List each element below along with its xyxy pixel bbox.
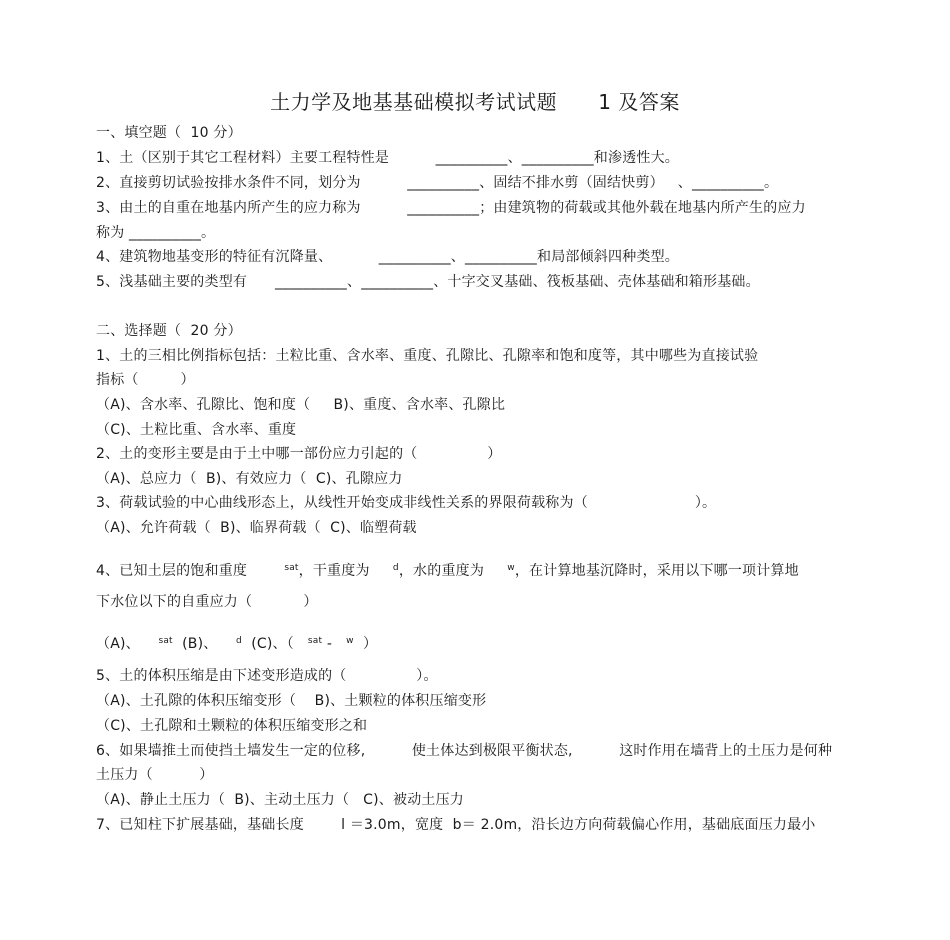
choice-question-7: 7、已知柱下扩展基础，基础长度 l ＝3.0m，宽度 b＝ 2.0m，沿长边方向荷载偏心作用，基础底面压力最小 [96,817,816,833]
choice-question-1-options-2: （C)、土粒比重、含水率、重度 [96,422,297,438]
q4-text-start: 4、已知土层的饱和重度 [96,563,285,579]
q4-option-c: (C)、（ [241,636,308,652]
choice-question-6-line-2: 土压力（ ） [96,767,214,783]
choice-question-5-options-2: （C)、土孔隙和土颗粒的体积压缩变形之和 [96,718,368,734]
choice-question-1-line-2: 指标（ ） [96,372,195,388]
choice-question-4-line-2: 下水位以下的自重应力（ ） [96,594,318,610]
gamma-d-symbol: d [392,563,399,573]
option-c-w-symbol: w [346,636,354,646]
choice-question-4-options [96,635,377,655]
choice-question-1-options-1: （A)、含水率、孔隙比、饱和度（ B)、重度、含水率、孔隙比 [96,397,506,413]
choice-question-3: 3、荷载试验的中心曲线形态上，从线性开始变成非线性关系的界限荷载称为（ ）。 [96,495,717,511]
fill-question-3-line-1: 3、由土的自重在地基内所产生的应力称为 __________；由建筑物的荷载或其他外载在地基内所产生的应力 [96,200,806,216]
option-c-sat-symbol: sat [307,636,323,646]
option-c-minus: - [322,636,347,652]
choice-question-4-line-1 [96,562,799,582]
fill-question-2: 2、直接剪切试验按排水条件不同，划分为 __________、固结不排水剪（固结快剪） 、__________。 [96,175,779,191]
fill-question-1: 1、土（区别于其它工程材料）主要工程特性是 __________、__________和渗透性大。 [96,150,680,166]
q4-text-mid-1: ，干重度为 [298,563,393,579]
choice-question-2-options: （A)、总应力（ B)、有效应力（ C)、孔隙应力 [96,471,403,487]
document-title: 土力学及地基基础模拟考试试题 1 及答案 [270,90,680,114]
choice-question-6-options: （A)、静止土压力（ B)、主动土压力（ C)、被动土压力 [96,792,464,808]
section-2-heading: 二、选择题（ 20 分） [96,323,242,339]
fill-question-5: 5、浅基础主要的类型有 __________、__________、十字交叉基础、筏板基础、壳体基础和箱形基础。 [96,274,760,290]
q4-option-b: (B)、 [172,636,237,652]
q4-text-end: ，在计算地基沉降时，采用以下哪一项计算地 [514,563,799,579]
choice-question-2: 2、土的变形主要是由于土中哪一部份应力引起的（ ） [96,446,502,462]
q4-text-mid-2: ，水的重度为 [398,563,508,579]
choice-question-1-line-1: 1、土的三相比例指标包括：土粒比重、含水率、重度、孔隙比、孔隙率和饱和度等，其中哪些为直接试验 [96,348,759,364]
choice-question-3-options: （A)、允许荷载（ B)、临界荷载（ C)、临塑荷载 [96,520,417,536]
choice-question-6-line-1: 6、如果墙推土而使挡土墙发生一定的位移, 使土体达到极限平衡状态, 这时作用在墙背上的土压力是何种 [96,743,833,759]
q4-option-a: （A)、 [96,636,159,652]
fill-question-4: 4、建筑物地基变形的特征有沉降量、 __________、__________和局部倾斜四种类型。 [96,249,680,265]
option-c-close: ） [353,636,378,652]
option-b-d-symbol: d [236,636,242,646]
choice-question-5-options-1: （A)、土孔隙的体积压缩变形（ B)、土颗粒的体积压缩变形 [96,693,487,709]
choice-question-5: 5、土的体积压缩是由下述变形造成的（ ）。 [96,668,438,684]
section-1-heading: 一、填空题（ 10 分） [96,125,242,141]
gamma-sat-symbol: sat [284,563,299,573]
fill-question-3-line-2: 称为 __________。 [96,225,216,241]
gamma-w-symbol: w [507,563,515,573]
option-a-sat-symbol: sat [158,636,173,646]
